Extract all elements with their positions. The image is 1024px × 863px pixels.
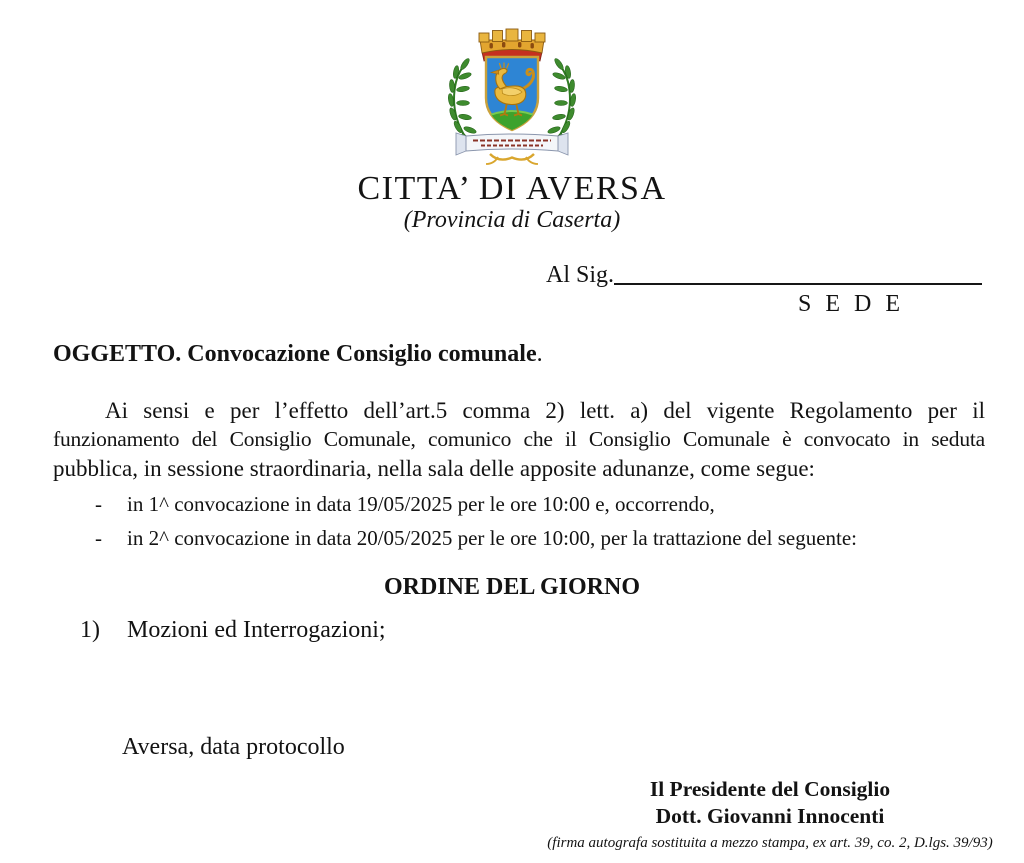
motto-ribbon-icon	[456, 133, 568, 155]
shield-icon	[480, 57, 544, 132]
aversa-coat-of-arms-icon	[432, 26, 592, 173]
recipient-label: Al Sig.	[546, 262, 615, 288]
recipient-sede: S E D E	[798, 291, 904, 317]
signer-title: Il Presidente del Consiglio	[649, 777, 891, 801]
paragraph-line: Ai sensi e per l’effetto dell’art.5 comma 2) lett. a) del vigente Regolamento per il	[105, 398, 985, 423]
agenda-item-text: Mozioni ed Interrogazioni;	[127, 617, 386, 643]
province-subtitle: (Provincia di Caserta)	[403, 207, 621, 233]
subject-line	[53, 341, 543, 368]
recipient-blank-line	[614, 283, 982, 285]
convocation-text: in 2^ convocazione in data 20/05/2025 per le ore 10:00, per la trattazione del seguente:	[127, 526, 858, 550]
agenda-item-number: 1)	[80, 617, 100, 643]
recipient-line	[546, 261, 982, 289]
list-item	[95, 491, 995, 517]
subject-period: .	[536, 341, 543, 367]
signature-block	[530, 776, 1010, 852]
place-date: Aversa, data protocollo	[122, 734, 345, 760]
subject-bold-text: OGGETTO. Convocazione Consiglio comunale	[53, 341, 537, 367]
ribbon-knot-icon	[486, 154, 538, 164]
body-paragraph	[53, 396, 985, 483]
list-item	[95, 525, 995, 551]
dash-bullet: -	[95, 492, 102, 516]
agenda-title: ORDINE DEL GIORNO	[383, 574, 641, 600]
signature-note: (firma autografa sostituita a mezzo stampa, ex art. 39, co. 2, D.lgs. 39/93)	[547, 835, 993, 851]
paragraph-line: pubblica, in sessione straordinaria, nella sala delle apposite adunanze, come segue:	[53, 456, 815, 481]
signer-name: Dott. Giovanni Innocenti	[655, 804, 885, 828]
dash-bullet: -	[95, 526, 102, 550]
convocation-text: in 1^ convocazione in data 19/05/2025 per le ore 10:00 e, occorrendo,	[127, 492, 715, 516]
city-title: CITTA’ DI AVERSA	[357, 170, 667, 207]
convocation-list	[95, 491, 995, 559]
paragraph-line: funzionamento del Consiglio Comunale, comunico che il Consiglio Comunale è convocato in seduta	[53, 427, 985, 451]
agenda-list	[80, 616, 940, 644]
list-item	[80, 616, 940, 644]
